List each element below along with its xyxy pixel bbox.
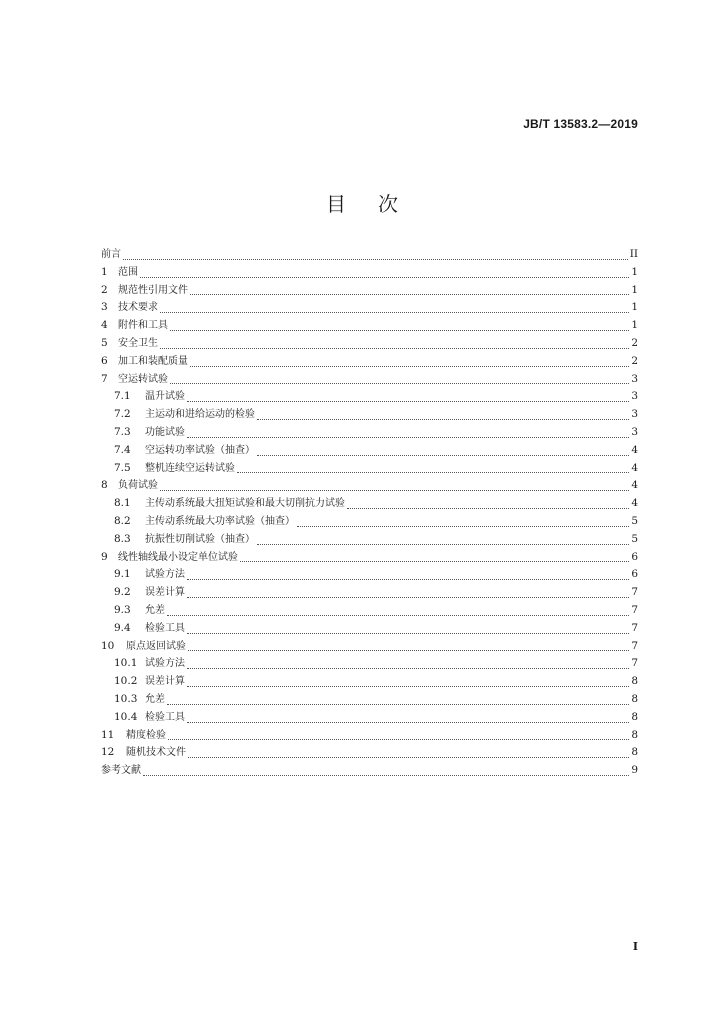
toc-entry-number: 10.4 — [114, 710, 138, 723]
page-title: 目次 — [326, 192, 430, 216]
toc-entry-page: 4 — [631, 461, 638, 474]
toc-entry[interactable] — [101, 638, 638, 656]
toc-leader-dots — [140, 277, 629, 278]
toc-entry-number: 7.4 — [114, 443, 131, 456]
toc-entry-page: 3 — [631, 425, 638, 438]
toc-entry-number: 7 — [101, 372, 108, 385]
toc-entry-page: 7 — [631, 603, 638, 616]
toc-leader-dots — [187, 579, 629, 580]
toc-entry[interactable] — [101, 744, 638, 762]
toc-entry[interactable] — [101, 584, 638, 602]
toc-leader-dots — [190, 294, 629, 295]
toc-entry-label: 主传动系统最大功率试验（抽查） — [145, 515, 295, 527]
toc-entry-page: 7 — [631, 639, 638, 652]
toc-leader-dots — [240, 561, 629, 562]
toc-entry-number: 8.1 — [114, 497, 131, 510]
toc-entry-label: 允差 — [145, 604, 165, 616]
toc-entry-label: 抗振性切削试验（抽查） — [145, 533, 255, 545]
toc-entry-number: 7.3 — [114, 425, 131, 438]
toc-leader-dots — [167, 704, 629, 705]
toc-entry-page: 3 — [631, 390, 638, 403]
toc-entry-page: 3 — [631, 408, 638, 421]
toc-entry-page: 7 — [631, 657, 638, 670]
toc-entry-number: 10.3 — [114, 692, 138, 705]
toc-leader-dots — [143, 775, 629, 776]
toc-entry-number: 4 — [101, 319, 108, 332]
toc-entry-page: 4 — [631, 479, 638, 492]
toc-entry-label: 附件和工具 — [118, 320, 168, 332]
toc-entry-number: 9.1 — [114, 568, 131, 581]
toc-leader-dots — [188, 650, 629, 651]
toc-entry[interactable] — [101, 513, 638, 531]
toc-entry-page: 3 — [631, 372, 638, 385]
toc-entry-number: 10 — [101, 639, 115, 652]
toc-entry[interactable] — [101, 762, 638, 780]
toc-leader-dots — [160, 348, 629, 349]
toc-leader-dots — [168, 739, 629, 740]
toc-entry-number: 1 — [101, 265, 108, 278]
toc-leader-dots — [257, 455, 629, 456]
toc-entry-number: 3 — [101, 301, 108, 314]
toc-entry-label: 负荷试验 — [118, 480, 158, 492]
toc-entry-page: 5 — [631, 514, 638, 527]
toc-entry[interactable] — [101, 264, 638, 282]
toc-entry-label: 线性轴线最小设定单位试验 — [118, 551, 238, 563]
toc-entry-number: 7.2 — [114, 408, 131, 421]
toc-leader-dots — [167, 615, 629, 616]
toc-leader-dots — [297, 526, 629, 527]
toc-leader-dots — [188, 757, 629, 758]
toc-entry-page: 4 — [631, 497, 638, 510]
toc-leader-dots — [237, 472, 629, 473]
toc-entry[interactable] — [101, 424, 638, 442]
toc-entry-number: 9.2 — [114, 586, 131, 599]
toc-leader-dots — [187, 401, 629, 402]
toc-entry-number: 9.3 — [114, 603, 131, 616]
toc-entry-page: 1 — [631, 319, 638, 332]
toc-entry[interactable] — [101, 709, 638, 727]
toc-entry-number: 7.1 — [114, 390, 131, 403]
toc-entry-label: 随机技术文件 — [126, 747, 186, 759]
toc-leader-dots — [257, 544, 629, 545]
toc-leader-dots — [187, 668, 629, 669]
toc-leader-dots — [257, 419, 629, 420]
toc-entry-page: II — [629, 248, 638, 260]
toc-entry-page: 6 — [631, 568, 638, 581]
toc-entry-number: 10.2 — [114, 675, 138, 688]
toc-entry[interactable] — [101, 602, 638, 620]
toc-leader-dots — [160, 312, 629, 313]
toc-entry-label: 温升试验 — [145, 391, 185, 403]
toc-entry-page: 1 — [631, 265, 638, 278]
toc-entry-label: 技术要求 — [118, 302, 158, 314]
toc-entry-label: 前言 — [101, 249, 121, 260]
toc-entry[interactable] — [101, 353, 638, 371]
toc-leader-dots — [347, 508, 629, 509]
standard-code: JB/T 13583.2—2019 — [523, 117, 638, 131]
toc-entry[interactable] — [101, 371, 638, 389]
toc-entry-label: 功能试验 — [145, 426, 185, 438]
toc-entry-number: 7.5 — [114, 461, 131, 474]
toc-entry-page: 2 — [631, 336, 638, 349]
toc-entry-label: 空运转试验 — [118, 373, 168, 385]
toc-entry-number: 10.1 — [114, 657, 138, 670]
toc-entry-number: 9.4 — [114, 621, 131, 634]
toc-entry-label: 安全卫生 — [118, 337, 158, 349]
toc-entry[interactable] — [101, 655, 638, 673]
toc-entry-label: 主传动系统最大扭矩试验和最大切削抗力试验 — [145, 498, 345, 510]
toc-leader-dots — [170, 383, 629, 384]
toc-entry[interactable] — [101, 620, 638, 638]
toc-entry[interactable] — [101, 282, 638, 300]
toc-entry[interactable] — [101, 335, 638, 353]
toc-entry[interactable] — [101, 727, 638, 745]
toc-leader-dots — [170, 330, 629, 331]
toc-entry[interactable] — [101, 460, 638, 478]
toc-leader-dots — [190, 366, 629, 367]
toc-entry-page: 9 — [631, 764, 638, 777]
toc-entry-page: 8 — [631, 710, 638, 723]
toc-entry-page: 8 — [631, 692, 638, 705]
toc-entry-number: 8 — [101, 479, 108, 492]
toc-entry-label: 整机连续空运转试验 — [145, 462, 235, 474]
toc-entry-label: 参考文献 — [101, 765, 141, 777]
toc-entry[interactable] — [101, 317, 638, 335]
toc-entry[interactable] — [101, 566, 638, 584]
toc-entry[interactable] — [101, 691, 638, 709]
toc-entry-page: 2 — [631, 354, 638, 367]
toc-leader-dots — [123, 259, 628, 260]
toc-entry-page: 7 — [631, 621, 638, 634]
toc-entry[interactable] — [101, 531, 638, 549]
toc-entry[interactable] — [101, 406, 638, 424]
toc-leader-dots — [187, 597, 629, 598]
toc-leader-dots — [187, 437, 629, 438]
toc-leader-dots — [187, 633, 629, 634]
toc-entry-number: 9 — [101, 550, 108, 563]
toc-entry-page: 8 — [631, 728, 638, 741]
toc-entry-label: 规范性引用文件 — [118, 284, 188, 296]
toc-entry[interactable] — [101, 442, 638, 460]
toc-entry-label: 精度检验 — [126, 729, 166, 741]
toc-entry-label: 试验方法 — [145, 569, 185, 581]
toc-leader-dots — [160, 490, 629, 491]
toc-entry[interactable] — [101, 246, 638, 264]
toc-entry-label: 加工和装配质量 — [118, 355, 188, 367]
toc-entry-label: 误差计算 — [145, 587, 185, 599]
toc-entry-label: 原点返回试验 — [126, 640, 186, 652]
toc-entry-label: 误差计算 — [145, 676, 185, 688]
toc-entry-label: 允差 — [145, 693, 165, 705]
toc-entry-page: 1 — [631, 301, 638, 314]
toc-entry-page: 1 — [631, 283, 638, 296]
table-of-contents — [101, 246, 638, 780]
toc-entry-label: 检验工具 — [145, 622, 185, 634]
toc-entry[interactable] — [101, 495, 638, 513]
toc-entry[interactable] — [101, 299, 638, 317]
toc-leader-dots — [187, 686, 629, 687]
toc-entry[interactable] — [101, 549, 638, 567]
toc-entry-page: 7 — [631, 586, 638, 599]
toc-entry[interactable] — [101, 388, 638, 406]
toc-entry-page: 4 — [631, 443, 638, 456]
toc-entry-number: 5 — [101, 336, 108, 349]
toc-entry[interactable] — [101, 477, 638, 495]
toc-entry-number: 12 — [101, 746, 115, 759]
toc-entry-number: 6 — [101, 354, 108, 367]
toc-entry-number: 11 — [101, 728, 115, 741]
toc-entry-page: 5 — [631, 532, 638, 545]
toc-entry-label: 范围 — [118, 266, 138, 278]
toc-entry-page: 8 — [631, 746, 638, 759]
toc-entry-label: 检验工具 — [145, 711, 185, 723]
toc-entry-number: 8.3 — [114, 532, 131, 545]
toc-entry-number: 8.2 — [114, 514, 131, 527]
toc-entry-label: 试验方法 — [145, 658, 185, 670]
toc-leader-dots — [187, 722, 629, 723]
toc-entry-number: 2 — [101, 283, 108, 296]
toc-entry-label: 空运转功率试验（抽查） — [145, 444, 255, 456]
page-number: I — [632, 940, 638, 953]
toc-entry[interactable] — [101, 673, 638, 691]
toc-entry-page: 6 — [631, 550, 638, 563]
toc-entry-label: 主运动和进给运动的检验 — [145, 409, 255, 421]
toc-entry-page: 8 — [631, 675, 638, 688]
